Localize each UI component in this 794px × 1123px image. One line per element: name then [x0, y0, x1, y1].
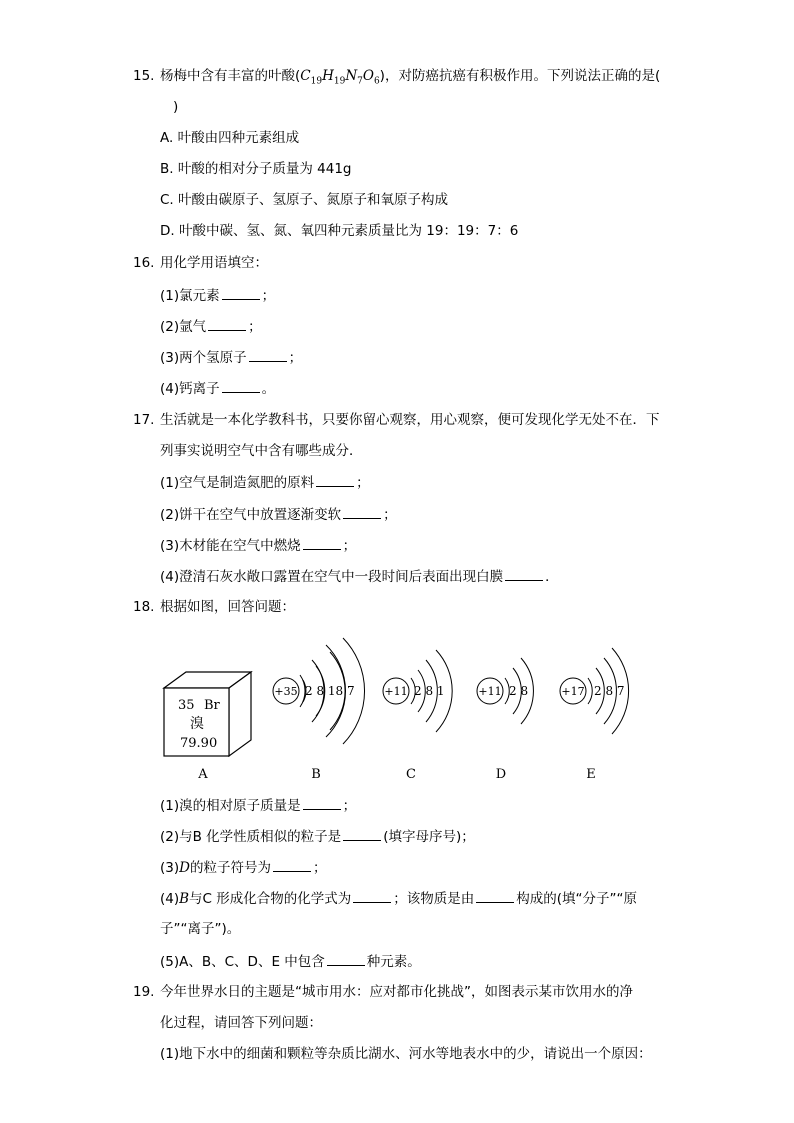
- q19-stem-line1: 今年世界水日的主题是“城市用水：应对都市化挑战”，如图表示某市饮用水的净: [160, 984, 633, 1000]
- shell-electrons: 2 8: [509, 684, 529, 698]
- element-card: [164, 672, 251, 756]
- q17-item-4: (4)澄清石灰水敞口露置在空气中一段时间后表面出现白膜 ．: [160, 566, 559, 587]
- q16-item-3: (3)两个氢原子 ；: [160, 347, 302, 368]
- label-b: B: [311, 767, 321, 782]
- q15-formula: $C_{19}H_{19}N_7O_6$: [300, 68, 380, 87]
- atom-diagram-c: [383, 650, 452, 732]
- q19-number: 19.: [133, 984, 155, 1000]
- nucleus-charge: +11: [478, 685, 502, 698]
- q16-item-4: (4)钙离子 。: [160, 378, 275, 399]
- q15-stem-close: ): [173, 99, 179, 115]
- element-symbol: Br: [204, 698, 220, 713]
- label-c: C: [406, 767, 416, 782]
- q17-stem-line1: 生活就是一本化学教科书，只要你留心观察，用心观察，便可发现化学无处不在．下: [160, 412, 660, 428]
- shell-electrons: 2 8 1: [414, 684, 445, 698]
- label-d: D: [495, 767, 507, 782]
- q16-item-2: (2)氩气 ；: [160, 316, 262, 337]
- answer-blank[interactable]: [222, 285, 260, 300]
- atom-diagram-e: [560, 648, 629, 734]
- q18-item-3: (3)D的粒子符号为 ；: [160, 857, 326, 878]
- q17-item-2: (2)饼干在空气中放置逐渐变软 ；: [160, 504, 397, 525]
- nucleus-charge: +35: [274, 685, 298, 698]
- answer-blank[interactable]: [316, 472, 354, 487]
- answer-blank[interactable]: [343, 504, 381, 519]
- atom-diagram-d: [477, 658, 533, 724]
- q15-stem: [160, 66, 660, 92]
- answer-blank[interactable]: [353, 888, 391, 903]
- shell-electrons: 2 8 18 7: [305, 684, 355, 698]
- q15-number: 15.: [133, 68, 155, 84]
- q17-item-1: (1)空气是制造氮肥的原料 ；: [160, 472, 370, 493]
- q16-item-1: (1)氯元素 ；: [160, 285, 275, 306]
- answer-blank[interactable]: [273, 857, 311, 872]
- nucleus-charge: +11: [384, 685, 408, 698]
- answer-blank[interactable]: [222, 378, 260, 393]
- q19-item-1: (1)地下水中的细菌和颗粒等杂质比湖水、河水等地表水中的少，请说出一个原因：: [160, 1046, 652, 1062]
- label-a: A: [198, 767, 208, 782]
- label-e: E: [586, 767, 596, 782]
- q15-option-d: D. 叶酸中碳、氢、氮、氧四种元素质量比为 19：19：7：6: [160, 223, 519, 239]
- shell-electrons: 2 8 7: [594, 684, 625, 698]
- atom-diagram-b: [273, 638, 365, 744]
- atomic-number: 35: [178, 698, 195, 713]
- nucleus-charge: +17: [561, 685, 585, 698]
- answer-blank[interactable]: [476, 888, 514, 903]
- q15-stem-b: )，对防癌抗癌有积极作用。下列说法正确的是(: [379, 68, 661, 84]
- answer-blank[interactable]: [343, 826, 381, 841]
- q15-option-a: A. 叶酸由四种元素组成: [160, 130, 300, 146]
- atomic-mass: 79.90: [180, 736, 218, 751]
- q15-option-b: B. 叶酸的相对分子质量为 441g: [160, 161, 352, 177]
- q17-stem-line2: 列事实说明空气中含有哪些成分．: [160, 443, 363, 459]
- answer-blank[interactable]: [505, 566, 543, 581]
- q18-number: 18.: [133, 599, 155, 615]
- q18-item-4: (4)B与C 形成化合物的化学式为 ；该物质是由 构成的(填“分子”“原: [160, 888, 637, 909]
- q19-stem-line2: 化过程，请回答下列问题：: [160, 1015, 322, 1031]
- answer-blank[interactable]: [208, 316, 246, 331]
- answer-blank[interactable]: [249, 347, 287, 362]
- q18-item-1: (1)溴的相对原子质量是 ；: [160, 795, 356, 816]
- element-name: 溴: [190, 716, 204, 732]
- atom-structure-figure: [0, 620, 794, 790]
- answer-blank[interactable]: [303, 535, 341, 550]
- q18-item-2: (2)与B 化学性质相似的粒子是 (填字母序号)；: [160, 826, 475, 847]
- q17-item-3: (3)木材能在空气中燃烧 ；: [160, 535, 356, 556]
- answer-blank[interactable]: [303, 795, 341, 810]
- q16-number: 16.: [133, 255, 155, 271]
- q18-stem: 根据如图，回答问题：: [160, 599, 295, 615]
- q16-stem: 用化学用语填空：: [160, 255, 268, 271]
- answer-blank[interactable]: [327, 951, 365, 966]
- q15-stem-a: 杨梅中含有丰富的叶酸(: [160, 68, 301, 84]
- q17-number: 17.: [133, 412, 155, 428]
- q18-item-5: (5)A、B、C、D、E 中包含 种元素。: [160, 951, 421, 972]
- q15-option-c: C. 叶酸由碳原子、氢原子、氮原子和氧原子构成: [160, 192, 449, 208]
- q18-item-4-line2: 子”“离子”)。: [160, 921, 241, 937]
